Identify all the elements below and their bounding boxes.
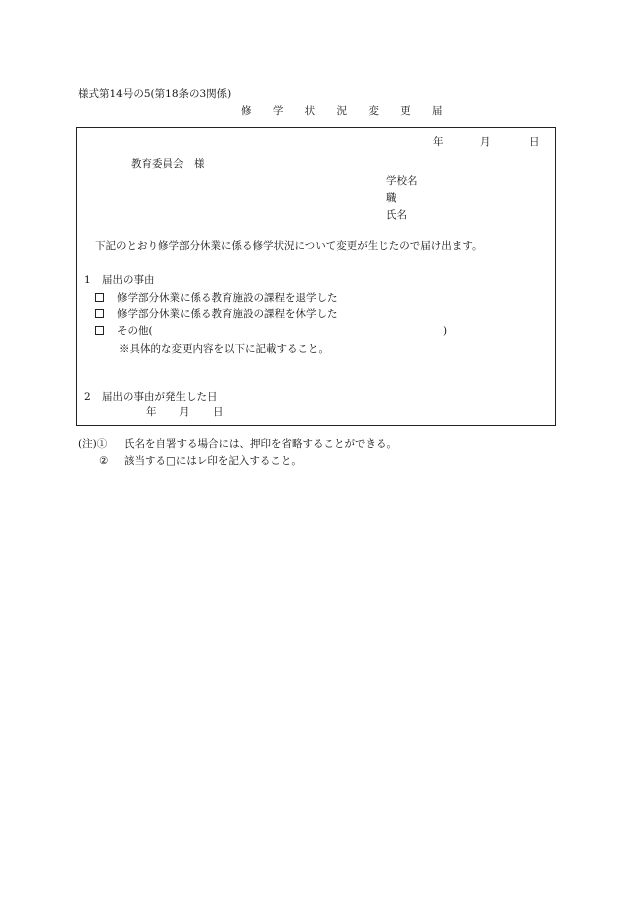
section2-month-label: 月 bbox=[179, 406, 190, 418]
option-other-close-paren: ) bbox=[443, 325, 448, 337]
form-title: 修 学 状 況 変 更 届 bbox=[241, 105, 452, 117]
option-leave-label: 修学部分休業に係る教育施設の課程を休学した bbox=[117, 308, 338, 320]
checkbox-other[interactable] bbox=[95, 326, 104, 337]
form-number: 様式第14号の5(第18条の3関係) bbox=[78, 88, 232, 100]
option-withdraw-label: 修学部分休業に係る教育施設の課程を退学した bbox=[117, 292, 338, 304]
applicant-name-label: 氏名 bbox=[386, 209, 407, 221]
section2-day-label: 日 bbox=[213, 406, 224, 418]
header-month-label: 月 bbox=[480, 136, 491, 148]
section2-title: 届出の事由が発生した日 bbox=[102, 391, 218, 403]
section1-note: ※具体的な変更内容を以下に記載すること。 bbox=[119, 343, 329, 355]
school-name-label: 学校名 bbox=[386, 175, 418, 187]
addressee: 教育委員会 様 bbox=[131, 158, 205, 170]
section2-year-label: 年 bbox=[146, 406, 157, 418]
section1-title: 届出の事由 bbox=[102, 274, 155, 286]
position-label: 職 bbox=[386, 192, 397, 204]
note-2-marker: ② bbox=[99, 455, 109, 467]
checkbox-withdraw[interactable] bbox=[95, 293, 104, 304]
checkbox-leave[interactable] bbox=[95, 309, 104, 320]
note-2: 該当する□にはレ印を記入すること。 bbox=[124, 455, 302, 467]
option-other-label: その他( bbox=[117, 325, 153, 337]
header-year-label: 年 bbox=[433, 136, 444, 148]
note-1: 氏名を自署する場合には、押印を省略することができる。 bbox=[124, 438, 397, 450]
section2-number: 2 bbox=[84, 391, 91, 403]
intro-text: 下記のとおり修学部分休業に係る修学状況について変更が生じたので届け出ます。 bbox=[95, 240, 483, 252]
header-day-label: 日 bbox=[529, 136, 540, 148]
section1-number: 1 bbox=[84, 274, 91, 286]
notes-prefix: (注)① bbox=[78, 438, 108, 450]
